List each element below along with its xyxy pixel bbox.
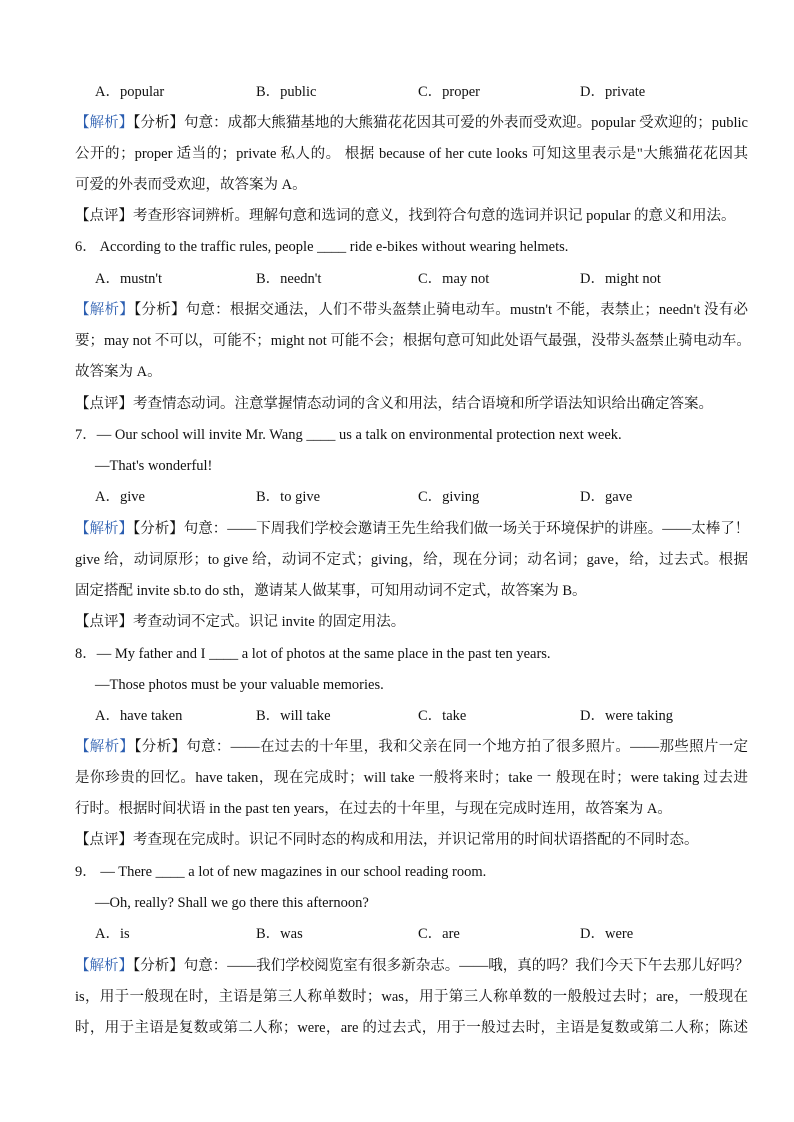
option-d: D．were taking — [580, 708, 674, 724]
option-d: D．might not — [580, 271, 661, 287]
analysis-tag: 【解析】 — [75, 958, 133, 974]
option-d: D．were — [580, 926, 634, 942]
q5-analysis-line-1 — [75, 112, 748, 134]
analysis-text: 【分析】句意：——我们学校阅览室有很多新杂志。——哦，真的吗？我们今天下午去那儿好吗？ — [133, 958, 750, 974]
option-b: B．public — [256, 84, 317, 100]
q7-analysis-line-1 — [75, 518, 748, 540]
analysis-text: 【分析】句意：成都大熊猫基地的大熊猫花花因其可爱的外表而受欢迎。popular 受欢迎的；public — [133, 115, 748, 131]
analysis-text: 【分析】句意：——下周我们学校会邀请王先生给我们做一场关于环境保护的讲座。——太棒了！ — [133, 521, 750, 537]
q6-analysis-line-2: 要；may not 不可以，可能不；might not 可能不会；根据句意可知此处语气最强，没带头盔禁止骑电动车。 — [75, 333, 751, 349]
option-c: C．proper — [418, 84, 481, 100]
analysis-text: 【分析】句意：根据交通法，人们不带头盔禁止骑电动车。mustn't 不能，表禁止；needn't 没有必 — [133, 302, 748, 318]
q5-analysis-line-2: 公开的；proper 适当的；private 私人的。 根据 because of her cute looks 可知这里表示是"大熊猫花花因其 — [75, 146, 748, 162]
q8-comment: 【点评】考查现在完成时。识记不同时态的构成和用法，并识记常用的时间状语搭配的不同时态。 — [75, 832, 699, 848]
analysis-tag: 【解析】 — [75, 302, 134, 318]
option-c: C．giving — [418, 489, 480, 505]
option-a: A．have taken — [95, 708, 183, 724]
q8-analysis-line-1 — [75, 736, 748, 758]
option-b: B．needn't — [256, 271, 322, 287]
analysis-tag: 【解析】 — [75, 521, 133, 537]
option-a: A．is — [95, 926, 130, 942]
q6-analysis-line-3: 故答案为 A。 — [75, 364, 162, 380]
q9-analysis-line-2: is，用于一般现在时，主语是第三人称单数时；was，用于第三人称单数的一般般过去时；are，一般现在 — [75, 989, 748, 1005]
q9-analysis-line-3: 时，用于主语是复数或第二人称；were，are 的过去式，用于一般过去时，主语是复数或第二人称；陈述 — [75, 1020, 748, 1036]
analysis-text: 【分析】句意：——在过去的十年里，我和父亲在同一个地方拍了很多照片。——那些照片一定 — [134, 739, 748, 755]
q9-analysis-line-1 — [75, 955, 748, 977]
option-c: C．take — [418, 708, 467, 724]
option-b: B．was — [256, 926, 303, 942]
option-a: A．popular — [95, 84, 165, 100]
q7-analysis-line-3: 固定搭配 invite sb.to do sth，邀请某人做某事，可知用动词不定式，故答案为 B。 — [75, 583, 587, 599]
option-a: A．give — [95, 489, 145, 505]
q6-analysis-line-1 — [75, 299, 748, 321]
option-c: C．are — [418, 926, 460, 942]
q6-stem: 6． According to the traffic rules, people ____ ride e-bikes without wearing helmets. — [75, 239, 569, 255]
q9-stem: 9． — There ____ a lot of new magazines in our school reading room. — [75, 864, 487, 880]
q7-comment: 【点评】考查动词不定式。识记 invite 的固定用法。 — [75, 614, 406, 630]
q5-analysis-line-3: 可爱的外表而受欢迎，故答案为 A。 — [75, 177, 307, 193]
q6-comment: 【点评】考查情态动词。注意掌握情态动词的含义和用法，结合语境和所学语法知识给出确定答案。 — [75, 396, 713, 412]
option-b: B．to give — [256, 489, 321, 505]
q9-reply: —Oh, really? Shall we go there this afternoon? — [95, 895, 369, 911]
option-d: D．gave — [580, 489, 633, 505]
q7-stem: 7．— Our school will invite Mr. Wang ____ us a talk on environmental protection next week. — [75, 427, 622, 443]
q8-analysis-line-3: 行时。根据时间状语 in the past ten years，在过去的十年里，与现在完成时连用，故答案为 A。 — [75, 801, 672, 817]
q7-reply: —That's wonderful! — [95, 458, 213, 474]
q8-stem: 8．— My father and I ____ a lot of photos at the same place in the past ten years. — [75, 646, 551, 662]
q8-reply: —Those photos must be your valuable memories. — [95, 677, 384, 693]
q8-analysis-line-2: 是你珍贵的回忆。have taken，现在完成时；will take 一般将来时；take 一 般现在时；were taking 过去进 — [75, 770, 748, 786]
q7-analysis-line-2: give 给，动词原形；to give 给，动词不定式；giving，给，现在分词；动名词；gave，给，过去式。根据 — [75, 552, 748, 568]
option-b: B．will take — [256, 708, 331, 724]
option-d: D．private — [580, 84, 646, 100]
analysis-tag: 【解析】 — [75, 115, 134, 131]
option-c: C．may not — [418, 271, 490, 287]
q5-comment: 【点评】考查形容词辨析。理解句意和选词的意义，找到符合句意的选词并识记 popular 的意义和用法。 — [75, 208, 736, 224]
option-a: A．mustn't — [95, 271, 163, 287]
analysis-tag: 【解析】 — [75, 739, 135, 755]
